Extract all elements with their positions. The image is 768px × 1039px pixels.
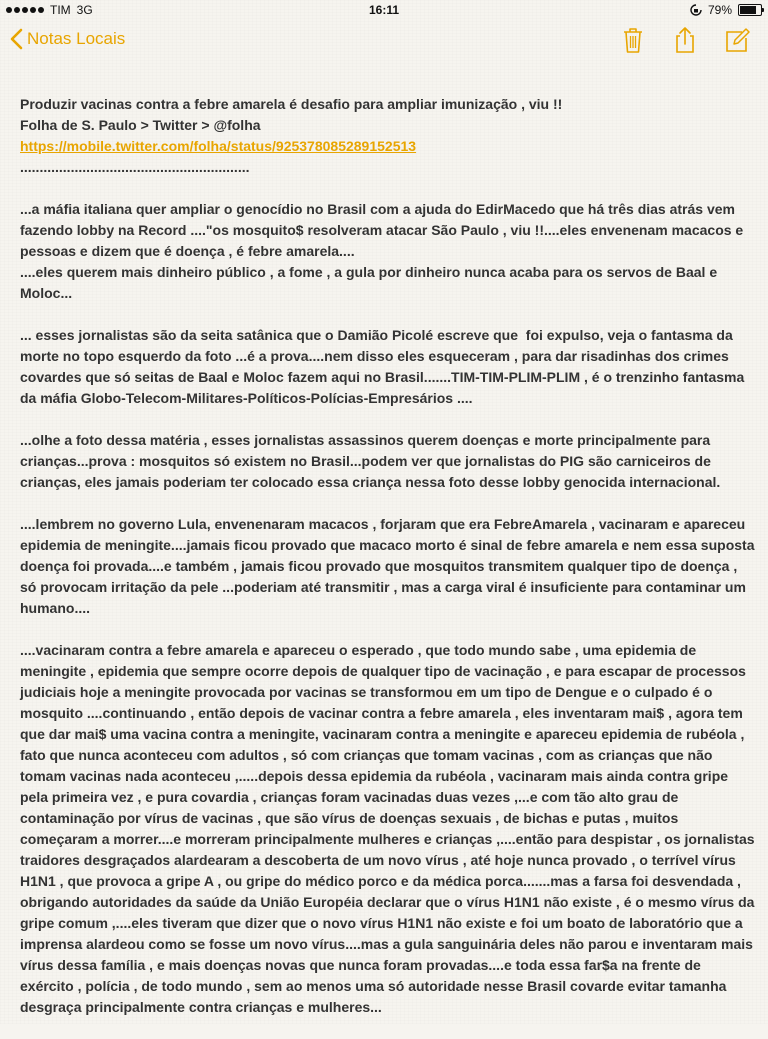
toolbar-actions xyxy=(620,26,750,54)
separator-line: ........................................................... xyxy=(20,159,250,175)
paragraph-2: ... esses jornalistas são da seita satânica que o Damião Picolé escreve que foi expulso, veja o fantasma da morte no topo esquerdo da foto ...é a prova....nem disso eles esqueceram , para dar risadinhas dos crimes covardes que só seitas de Baal e Moloc fazem aqui no Brasil.......TIM-TIM-PLIM-PLIM , é o trenzinho fantasma da máfia Globo-Telecom-Militares-Políticos-Polícias-Empresários .... xyxy=(20,327,749,406)
status-right xyxy=(690,3,762,17)
tweet-link[interactable]: https://mobile.twitter.com/folha/status/925378085289152513 xyxy=(20,138,417,154)
battery-percent: 79% xyxy=(707,3,732,17)
compose-icon[interactable] xyxy=(724,26,750,54)
share-icon[interactable] xyxy=(672,26,698,54)
back-button[interactable] xyxy=(10,28,125,50)
back-label: Notas Locais xyxy=(27,29,126,48)
battery-fill xyxy=(740,6,756,14)
chevron-left-icon xyxy=(10,28,23,50)
battery-icon xyxy=(738,4,762,16)
note-source-line: Folha de S. Paulo > Twitter > @folha xyxy=(20,117,261,133)
paragraph-4: ....lembrem no governo Lula, envenenaram macacos , forjaram que era FebreAmarela , vacinaram e apareceu epidemia de meningite....jamais ficou provado que macaco morto é sinal de febre amarela e nem essa suposta doença foi provada....e também , jamais ficou provado que mosquitos transmitem qualquer tipo de doença , só provocam irritação da pele ...poderiam até transmitir , mas a carga viral é insuficiente para contaminar um humano.... xyxy=(20,516,759,616)
network-label: 3G xyxy=(76,3,93,17)
status-bar xyxy=(0,0,768,20)
paragraph-3: ...olhe a foto dessa matéria , esses jornalistas assassinos querem doenças e morte principalmente para crianças...prova : mosquitos só existem no Brasil...podem ver que jornalistas do PIG são carniceiros de crianças, eles jamais poderiam ter colocado essa criança nessa foto desse lobby genocida internacional. xyxy=(20,432,721,490)
paragraph-5: ....vacinaram contra a febre amarela e apareceu o esperado , que todo mundo sabe , uma epidemia de meningite , epidemia que sempre ocorre depois de qualquer tipo de vacinação , e para escapar de processos judiciais hoje a meningite provocada por vacinas se transformou em um tipo de Dengue e o culpado é o mosquito ....continuando , então depois de vacinar contra a febre amarela , eles inventaram mai$ , agora tem que dar mai$ uma vacina contra a meningite, vacinaram contra a meningite e apareceu epidemia de rubéola , fato que nunca aconteceu com adultos , só com crianças que tomam vacinas , com as crianças que não tomam vacinas nada aconteceu ,.....depois dessa epidemia da rubéola , vacinaram mais ainda contra gripe pela primeira vez , e pura covardia , crianças foram vacinadas duas vezes ,...e com tão alto grau de contaminação por vírus de vacinas , que são vírus de doenças sexuais , de bichas e putas , muitos começaram a morrer....e morreram principalmente mulheres e crianças ,....então para despistar , os jornalistas traidores desgraçados alardearam a descoberta de um novo vírus , até hoje nunca provado , o terrível vírus H1N1 , que provoca a gripe A , ou gripe do médico porco e da médica porca.......mas a farsa foi desvendada , obrigando autoridades da saúde da União Européia declarar que o vírus H1N1 não existe , é o mesmo vírus da gripe comum ,....eles tiveram que dizer que o novo vírus H1N1 não existe e foi um boato de laboratório que a imprensa alardeou como se fosse um novo vírus....mas a gula sanguinária deles não parou e inventaram mais vírus dessa família , e mais doenças novas que nunca foram provadas....e toda essa far$a na frente de exército , polícia , de todo mundo , sem ao menos uma só autoridade nesse Brasil covarde evitar tamanha desgraça principalmente contra crianças e mulheres... xyxy=(20,642,759,1015)
carrier-label: TIM xyxy=(50,3,71,17)
paragraph-1: ...a máfia italiana quer ampliar o genocídio no Brasil com a ajuda do EdirMacedo que há três dias atrás vem fazendo lobby na Record ...."os mosquito$ resolveram atacar São Paulo , viu !!....eles envenenam macacos e pessoas e dizem que é doença , é febre amarela.... ....eles querem mais dinheiro público , a fome , a gula por dinheiro nunca acaba para os servos de Baal e Moloc... xyxy=(20,201,744,301)
note-title-line: Produzir vacinas contra a febre amarela é desafio para ampliar imunização , viu !! xyxy=(20,96,563,112)
clock: 16:11 xyxy=(368,3,400,17)
trash-icon[interactable] xyxy=(620,26,646,54)
note-body[interactable] xyxy=(20,94,759,1039)
rotation-lock-icon xyxy=(690,4,702,16)
navigation-bar xyxy=(0,20,768,64)
